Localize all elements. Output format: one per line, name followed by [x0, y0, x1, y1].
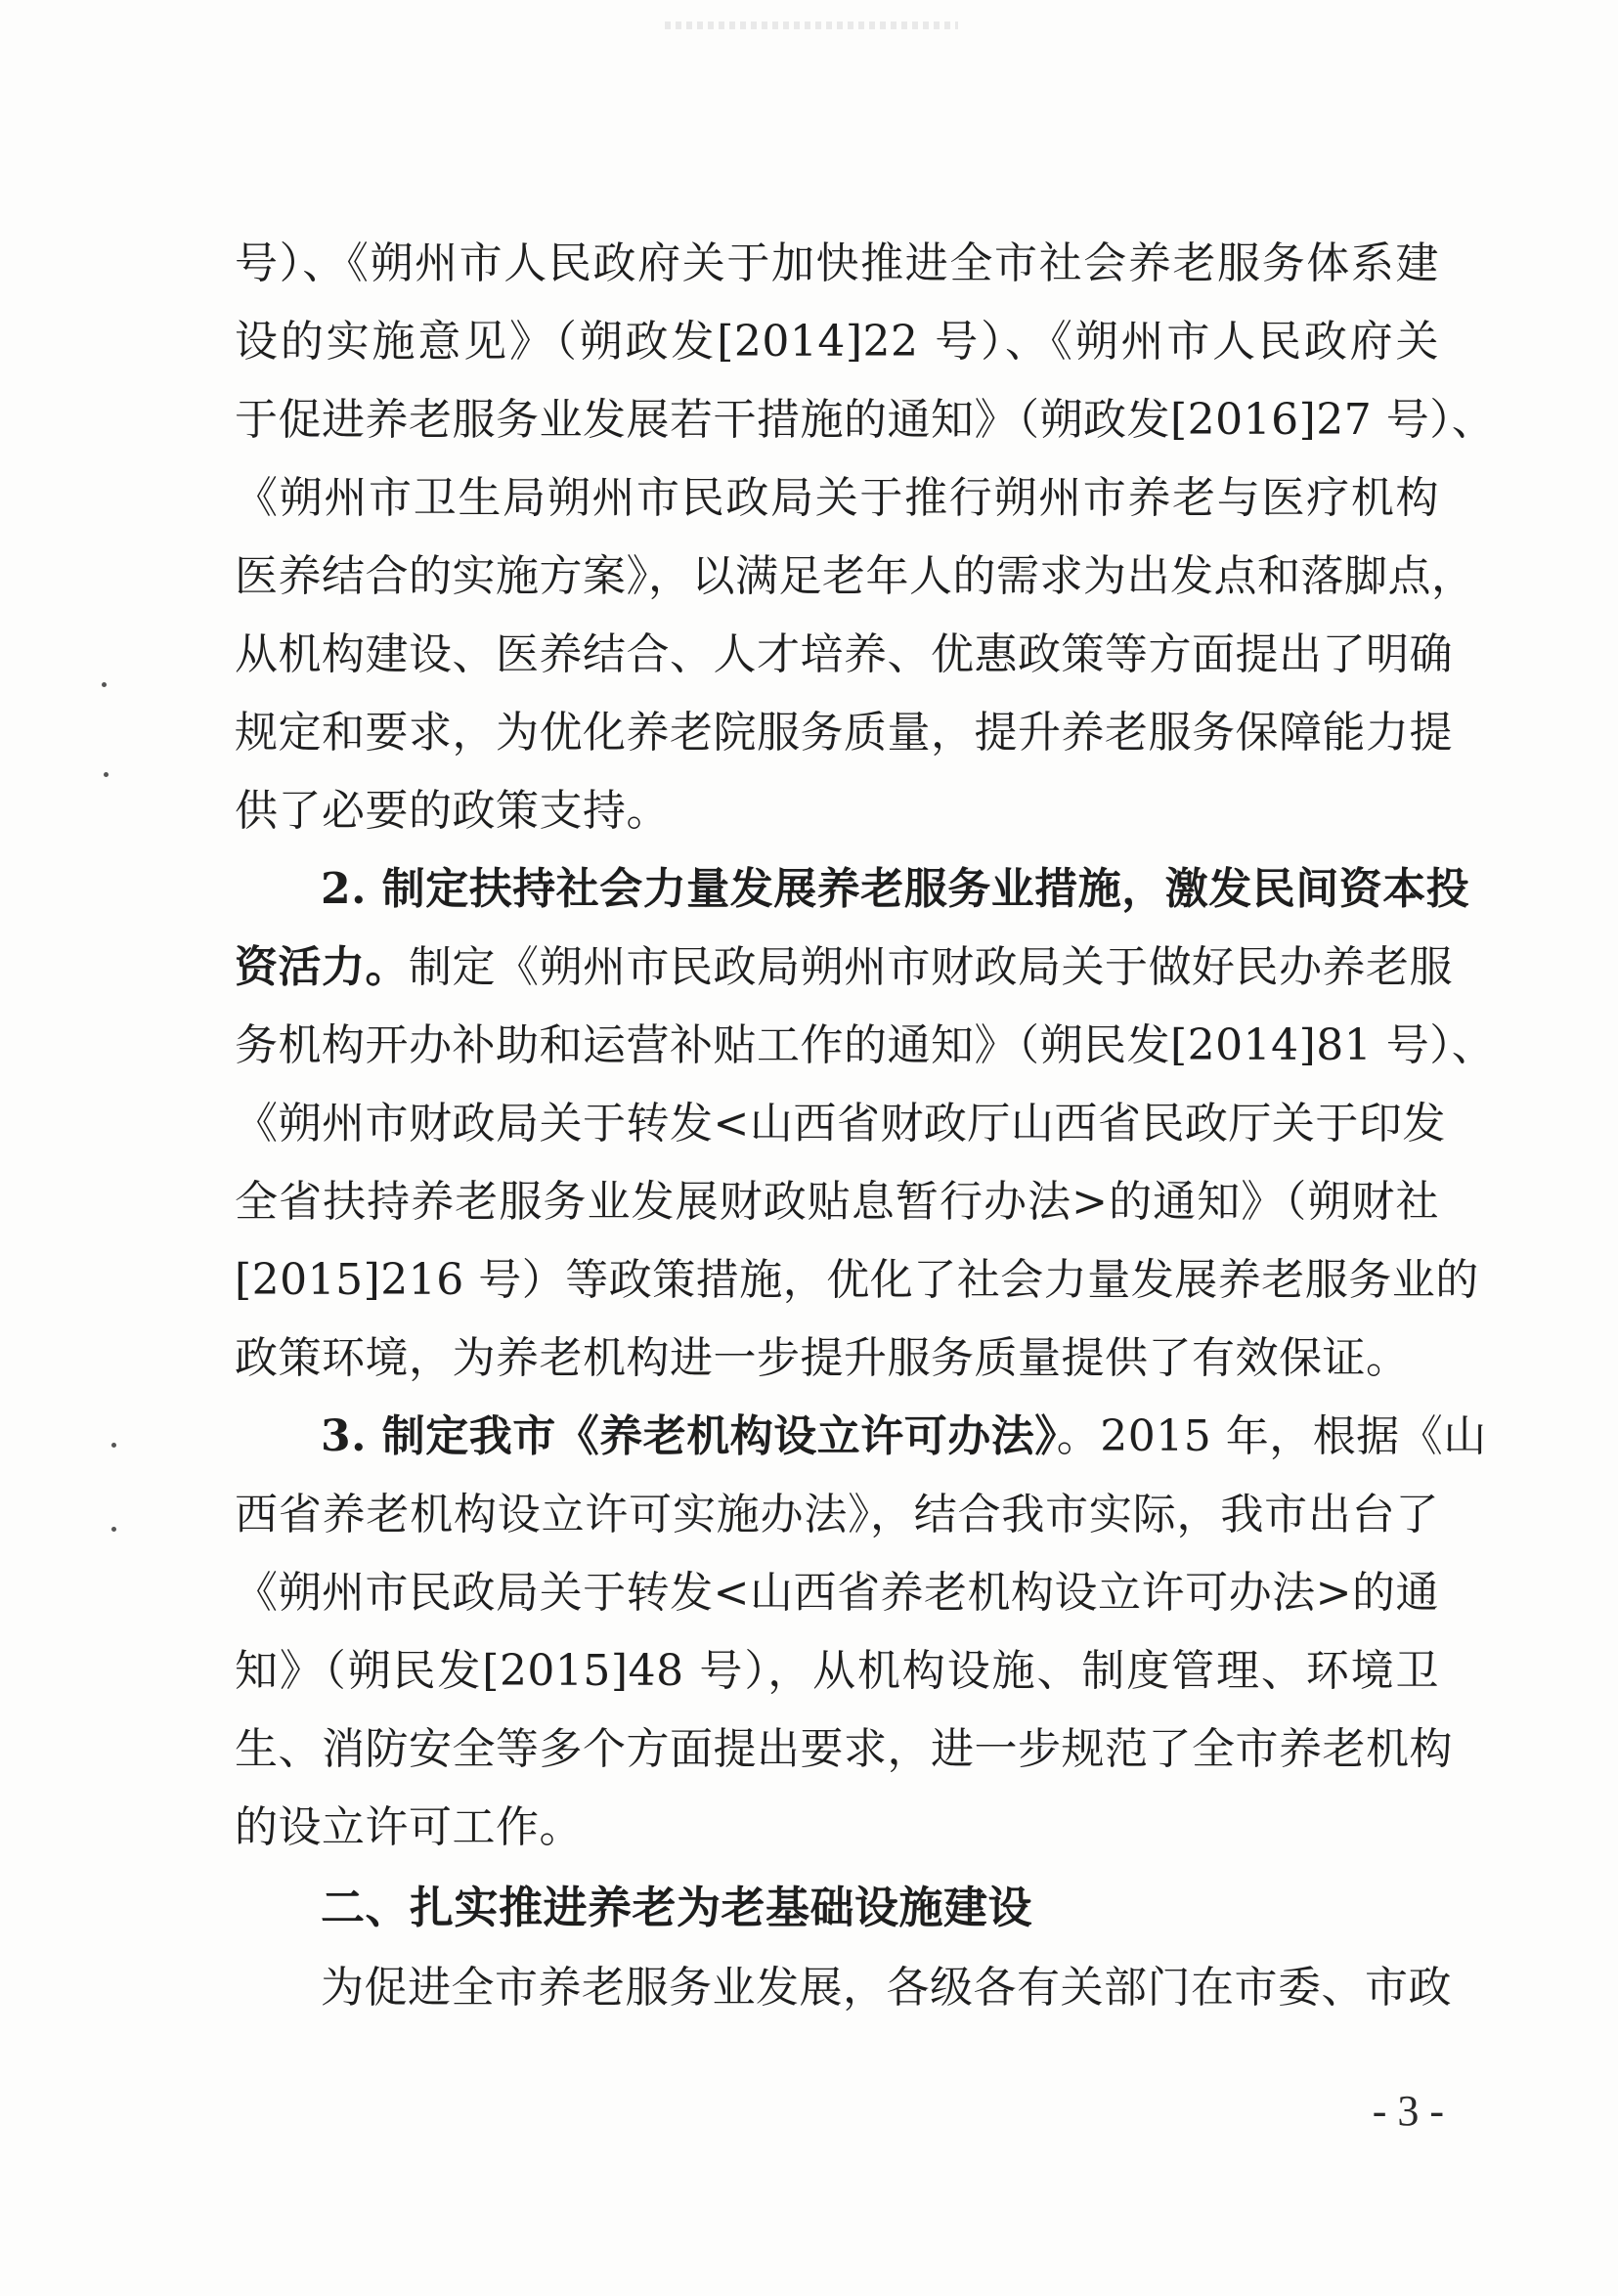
- scan-speck: [111, 1527, 116, 1532]
- paragraph-line: 的设立许可工作。: [235, 1802, 583, 1852]
- paragraph-line: 政策环境，为养老机构进一步提升服务质量提供了有效保证。: [235, 1333, 1410, 1383]
- paragraph-line: 《朔州市民政局关于转发<山西省养老机构设立许可办法>的通: [235, 1568, 1439, 1618]
- section-heading: 二、扎实推进养老为老基础设施建设: [321, 1882, 1033, 1933]
- paragraph-line: 规定和要求，为优化养老院服务质量，提升养老服务保障能力提: [235, 708, 1453, 758]
- paragraph-line: 《朔州市财政局关于转发<山西省财政厅山西省民政厅关于印发: [235, 1099, 1446, 1148]
- scan-speck: [111, 1443, 116, 1448]
- scan-artifact: [665, 22, 958, 29]
- scan-speck: [104, 772, 109, 777]
- paragraph-line: 号）、《朔州市人民政府关于加快推进全市社会养老服务体系建: [235, 238, 1439, 288]
- paragraph-line: 《朔州市卫生局朔州市民政局关于推行朔州市养老与医疗机构: [235, 473, 1439, 523]
- paragraph-line: 设的实施意见》（朔政发[2014]22 号）、《朔州市人民政府关: [235, 317, 1439, 367]
- paragraph-line: 为促进全市养老服务业发展，各级各有关部门在市委、市政: [321, 1963, 1452, 2013]
- paragraph-line: [235, 938, 1453, 997]
- scan-speck: [102, 682, 107, 687]
- bold-text: 3. 制定我市《养老机构设立许可办法》: [321, 1411, 1057, 1461]
- paragraph-line: 医养结合的实施方案》，以满足老年人的需求为出发点和落脚点，: [235, 551, 1475, 601]
- paragraph-line: 知》（朔民发[2015]48 号），从机构设施、制度管理、环境卫: [235, 1646, 1439, 1696]
- paragraph-line: [2015]216 号）等政策措施，优化了社会力量发展养老服务业的: [235, 1255, 1479, 1305]
- bold-text: 资活力。: [235, 942, 409, 992]
- paragraph-line: 从机构建设、医养结合、人才培养、优惠政策等方面提出了明确: [235, 629, 1453, 679]
- paragraph-line: 于促进养老服务业发展若干措施的通知》（朔政发[2016]27 号）、: [235, 395, 1496, 445]
- page-number: - 3 -: [1372, 2087, 1444, 2135]
- paragraph-line: 生、消防安全等多个方面提出要求，进一步规范了全市养老机构: [235, 1724, 1453, 1774]
- body-text: 制定《朔州市民政局朔州市财政局关于做好民办养老服: [409, 942, 1453, 992]
- paragraph-line: 务机构开办补助和运营补贴工作的通知》（朔民发[2014]81 号）、: [235, 1020, 1496, 1070]
- section-item-heading: [321, 1408, 1487, 1466]
- paragraph-line: 供了必要的政策支持。: [235, 786, 670, 836]
- paragraph-line: 西省养老机构设立许可实施办法》，结合我市实际，我市出台了: [235, 1490, 1439, 1539]
- paragraph-line: 全省扶持养老服务业发展财政贴息暂行办法>的通知》（朔财社: [235, 1177, 1439, 1227]
- section-item-heading: 2. 制定扶持社会力量发展养老服务业措施，激发民间资本投: [321, 864, 1470, 914]
- body-text: 。2015 年，根据《山: [1056, 1411, 1487, 1461]
